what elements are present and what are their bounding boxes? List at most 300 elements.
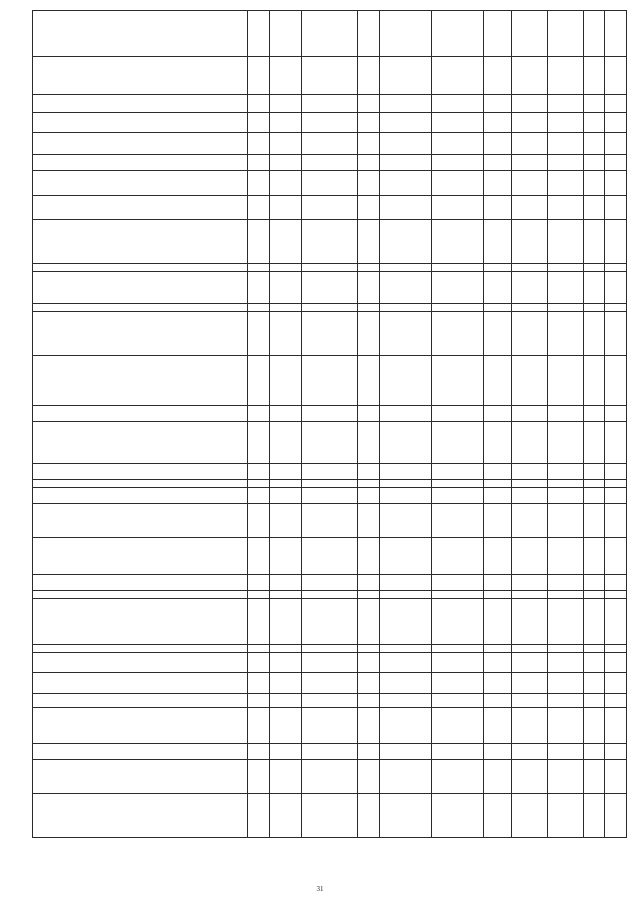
table-row [33, 356, 627, 406]
table-row [33, 220, 627, 264]
cell-target-item [302, 645, 358, 653]
cell-target-item [302, 480, 358, 488]
cell-extra-2 [605, 196, 627, 220]
cell-section [248, 155, 270, 171]
cell-extra-2 [605, 575, 627, 591]
cell-name [33, 480, 248, 488]
cell-expense-type [358, 422, 380, 464]
cell-section [248, 113, 270, 133]
table-row [33, 645, 627, 653]
cell-section [248, 653, 270, 673]
cell-annual-volume [380, 708, 432, 744]
cell-extra-1 [584, 272, 605, 304]
cell-share-executed [548, 575, 584, 591]
cell-name [33, 422, 248, 464]
cell-name [33, 196, 248, 220]
cell-percent [484, 95, 512, 113]
column-header-target-item [302, 11, 358, 57]
cell-subsection [270, 591, 302, 599]
cell-share-executed [548, 312, 584, 356]
cell-extra-1 [584, 575, 605, 591]
cell-share-executed [548, 653, 584, 673]
cell-expense-type [358, 113, 380, 133]
cell-share-executed [548, 744, 584, 760]
cell-name [33, 794, 248, 838]
cell-annual-volume [380, 694, 432, 708]
table-row [33, 708, 627, 744]
cell-section [248, 312, 270, 356]
cell-annual-volume [380, 406, 432, 422]
table-row [33, 575, 627, 591]
cell-name [33, 113, 248, 133]
cell-target-item [302, 422, 358, 464]
cell-target-item [302, 406, 358, 422]
cell-target-item [302, 57, 358, 95]
cell-annual-volume [380, 312, 432, 356]
table-row [33, 171, 627, 196]
cell-share-executed [548, 220, 584, 264]
table-row [33, 304, 627, 312]
cell-subsection [270, 653, 302, 673]
cell-expense-type [358, 794, 380, 838]
table-row [33, 464, 627, 480]
cell-executed [432, 480, 484, 488]
cell-name [33, 744, 248, 760]
cell-annual-volume [380, 673, 432, 694]
cell-extra-1 [584, 264, 605, 272]
cell-extra-2 [605, 591, 627, 599]
cell-percent [484, 155, 512, 171]
cell-executed [432, 155, 484, 171]
cell-percent [484, 304, 512, 312]
cell-annual-volume [380, 504, 432, 538]
cell-executed [432, 599, 484, 645]
cell-subsection [270, 113, 302, 133]
cell-percent [484, 538, 512, 575]
cell-share-executed [548, 422, 584, 464]
cell-expense-type [358, 645, 380, 653]
cell-share-plan [512, 744, 548, 760]
cell-expense-type [358, 673, 380, 694]
cell-target-item [302, 312, 358, 356]
cell-annual-volume [380, 480, 432, 488]
table-body [33, 57, 627, 838]
table-row [33, 538, 627, 575]
cell-extra-1 [584, 171, 605, 196]
cell-share-executed [548, 673, 584, 694]
table-row [33, 272, 627, 304]
cell-expense-type [358, 760, 380, 794]
cell-extra-2 [605, 171, 627, 196]
cell-extra-2 [605, 57, 627, 95]
cell-name [33, 575, 248, 591]
cell-name [33, 673, 248, 694]
table-row [33, 57, 627, 95]
cell-expense-type [358, 264, 380, 272]
table-row [33, 488, 627, 504]
cell-extra-1 [584, 645, 605, 653]
cell-extra-1 [584, 708, 605, 744]
cell-executed [432, 57, 484, 95]
cell-target-item [302, 504, 358, 538]
cell-subsection [270, 760, 302, 794]
cell-expense-type [358, 171, 380, 196]
cell-executed [432, 171, 484, 196]
cell-executed [432, 406, 484, 422]
cell-percent [484, 113, 512, 133]
cell-extra-2 [605, 794, 627, 838]
cell-share-plan [512, 653, 548, 673]
cell-share-plan [512, 133, 548, 155]
cell-executed [432, 653, 484, 673]
table-row [33, 155, 627, 171]
cell-expense-type [358, 464, 380, 480]
column-header-share-executed [548, 11, 584, 57]
cell-expense-type [358, 591, 380, 599]
cell-subsection [270, 645, 302, 653]
cell-section [248, 464, 270, 480]
cell-section [248, 196, 270, 220]
cell-share-plan [512, 575, 548, 591]
cell-name [33, 464, 248, 480]
cell-extra-2 [605, 708, 627, 744]
cell-share-executed [548, 171, 584, 196]
cell-expense-type [358, 95, 380, 113]
cell-executed [432, 356, 484, 406]
cell-extra-1 [584, 591, 605, 599]
cell-annual-volume [380, 591, 432, 599]
cell-target-item [302, 155, 358, 171]
cell-share-executed [548, 645, 584, 653]
cell-name [33, 155, 248, 171]
cell-subsection [270, 95, 302, 113]
cell-section [248, 133, 270, 155]
cell-percent [484, 694, 512, 708]
cell-target-item [302, 599, 358, 645]
cell-executed [432, 760, 484, 794]
cell-target-item [302, 694, 358, 708]
cell-share-executed [548, 272, 584, 304]
cell-section [248, 794, 270, 838]
cell-target-item [302, 133, 358, 155]
cell-share-plan [512, 645, 548, 653]
cell-share-plan [512, 760, 548, 794]
cell-subsection [270, 480, 302, 488]
cell-percent [484, 488, 512, 504]
cell-name [33, 171, 248, 196]
cell-section [248, 645, 270, 653]
cell-target-item [302, 653, 358, 673]
cell-section [248, 488, 270, 504]
table-row [33, 422, 627, 464]
cell-share-executed [548, 155, 584, 171]
table-row [33, 95, 627, 113]
cell-extra-2 [605, 264, 627, 272]
cell-annual-volume [380, 794, 432, 838]
cell-target-item [302, 488, 358, 504]
cell-extra-2 [605, 422, 627, 464]
cell-expense-type [358, 538, 380, 575]
cell-extra-2 [605, 599, 627, 645]
page-number: 31 [316, 885, 324, 893]
cell-extra-1 [584, 794, 605, 838]
table-row [33, 599, 627, 645]
cell-expense-type [358, 406, 380, 422]
cell-percent [484, 220, 512, 264]
cell-section [248, 744, 270, 760]
cell-name [33, 708, 248, 744]
cell-percent [484, 760, 512, 794]
cell-extra-2 [605, 272, 627, 304]
cell-share-plan [512, 312, 548, 356]
cell-annual-volume [380, 171, 432, 196]
cell-share-executed [548, 464, 584, 480]
cell-expense-type [358, 57, 380, 95]
cell-name [33, 538, 248, 575]
table-row [33, 694, 627, 708]
cell-target-item [302, 744, 358, 760]
cell-target-item [302, 538, 358, 575]
cell-share-plan [512, 95, 548, 113]
table-row [33, 133, 627, 155]
cell-section [248, 673, 270, 694]
cell-extra-1 [584, 480, 605, 488]
cell-executed [432, 133, 484, 155]
table-row [33, 653, 627, 673]
cell-subsection [270, 220, 302, 264]
cell-target-item [302, 464, 358, 480]
cell-percent [484, 575, 512, 591]
cell-percent [484, 708, 512, 744]
cell-share-plan [512, 504, 548, 538]
cell-extra-2 [605, 480, 627, 488]
cell-extra-2 [605, 744, 627, 760]
cell-target-item [302, 304, 358, 312]
column-header-extra-1 [584, 11, 605, 57]
cell-expense-type [358, 312, 380, 356]
cell-subsection [270, 744, 302, 760]
budget-table-sheet [32, 10, 626, 838]
cell-executed [432, 794, 484, 838]
cell-executed [432, 538, 484, 575]
cell-extra-1 [584, 422, 605, 464]
cell-executed [432, 708, 484, 744]
cell-annual-volume [380, 464, 432, 480]
cell-section [248, 480, 270, 488]
cell-expense-type [358, 653, 380, 673]
cell-share-plan [512, 794, 548, 838]
cell-percent [484, 422, 512, 464]
cell-extra-1 [584, 220, 605, 264]
cell-subsection [270, 575, 302, 591]
cell-percent [484, 133, 512, 155]
cell-share-plan [512, 708, 548, 744]
cell-subsection [270, 155, 302, 171]
cell-annual-volume [380, 599, 432, 645]
cell-executed [432, 220, 484, 264]
cell-extra-1 [584, 653, 605, 673]
cell-annual-volume [380, 272, 432, 304]
cell-percent [484, 406, 512, 422]
cell-extra-1 [584, 599, 605, 645]
cell-executed [432, 744, 484, 760]
cell-target-item [302, 673, 358, 694]
cell-share-plan [512, 488, 548, 504]
cell-extra-1 [584, 538, 605, 575]
cell-share-executed [548, 95, 584, 113]
cell-name [33, 653, 248, 673]
cell-share-plan [512, 538, 548, 575]
cell-share-plan [512, 406, 548, 422]
cell-executed [432, 304, 484, 312]
cell-percent [484, 480, 512, 488]
column-header-executed [432, 11, 484, 57]
cell-subsection [270, 406, 302, 422]
table-header-row [33, 11, 627, 57]
cell-share-plan [512, 304, 548, 312]
cell-section [248, 760, 270, 794]
cell-extra-2 [605, 464, 627, 480]
cell-expense-type [358, 480, 380, 488]
cell-annual-volume [380, 575, 432, 591]
table-row [33, 406, 627, 422]
column-header-subsection [270, 11, 302, 57]
cell-annual-volume [380, 113, 432, 133]
cell-extra-1 [584, 155, 605, 171]
cell-annual-volume [380, 196, 432, 220]
cell-executed [432, 488, 484, 504]
cell-percent [484, 744, 512, 760]
cell-share-plan [512, 113, 548, 133]
cell-target-item [302, 575, 358, 591]
cell-section [248, 57, 270, 95]
cell-share-plan [512, 57, 548, 95]
cell-extra-1 [584, 304, 605, 312]
cell-target-item [302, 794, 358, 838]
cell-extra-2 [605, 155, 627, 171]
column-header-extra-2 [605, 11, 627, 57]
cell-expense-type [358, 708, 380, 744]
cell-share-plan [512, 599, 548, 645]
cell-share-plan [512, 220, 548, 264]
cell-subsection [270, 464, 302, 480]
cell-extra-1 [584, 356, 605, 406]
cell-annual-volume [380, 653, 432, 673]
cell-annual-volume [380, 422, 432, 464]
cell-annual-volume [380, 304, 432, 312]
cell-percent [484, 272, 512, 304]
table-row [33, 794, 627, 838]
cell-name [33, 220, 248, 264]
cell-target-item [302, 113, 358, 133]
cell-share-executed [548, 708, 584, 744]
cell-share-plan [512, 155, 548, 171]
cell-share-executed [548, 794, 584, 838]
cell-share-plan [512, 264, 548, 272]
cell-executed [432, 645, 484, 653]
cell-executed [432, 591, 484, 599]
table-row [33, 591, 627, 599]
cell-extra-1 [584, 744, 605, 760]
cell-expense-type [358, 488, 380, 504]
cell-extra-1 [584, 113, 605, 133]
cell-expense-type [358, 133, 380, 155]
table-row [33, 760, 627, 794]
cell-executed [432, 113, 484, 133]
cell-extra-1 [584, 464, 605, 480]
cell-target-item [302, 196, 358, 220]
cell-extra-1 [584, 133, 605, 155]
cell-target-item [302, 708, 358, 744]
cell-share-executed [548, 264, 584, 272]
cell-share-executed [548, 196, 584, 220]
cell-extra-2 [605, 645, 627, 653]
cell-name [33, 760, 248, 794]
cell-share-plan [512, 422, 548, 464]
cell-section [248, 171, 270, 196]
cell-extra-1 [584, 312, 605, 356]
cell-section [248, 95, 270, 113]
cell-name [33, 599, 248, 645]
cell-subsection [270, 196, 302, 220]
cell-name [33, 133, 248, 155]
cell-name [33, 304, 248, 312]
cell-percent [484, 591, 512, 599]
cell-target-item [302, 220, 358, 264]
cell-name [33, 645, 248, 653]
cell-section [248, 708, 270, 744]
cell-annual-volume [380, 488, 432, 504]
cell-extra-2 [605, 673, 627, 694]
cell-extra-2 [605, 312, 627, 356]
cell-name [33, 591, 248, 599]
cell-expense-type [358, 504, 380, 538]
cell-subsection [270, 312, 302, 356]
cell-expense-type [358, 155, 380, 171]
column-header-name [33, 11, 248, 57]
cell-executed [432, 196, 484, 220]
column-header-expense-type [358, 11, 380, 57]
cell-section [248, 538, 270, 575]
cell-annual-volume [380, 155, 432, 171]
cell-subsection [270, 673, 302, 694]
cell-expense-type [358, 575, 380, 591]
cell-subsection [270, 133, 302, 155]
cell-extra-2 [605, 304, 627, 312]
cell-expense-type [358, 272, 380, 304]
cell-subsection [270, 356, 302, 406]
cell-percent [484, 653, 512, 673]
cell-extra-2 [605, 653, 627, 673]
cell-extra-2 [605, 356, 627, 406]
cell-section [248, 694, 270, 708]
cell-extra-2 [605, 694, 627, 708]
cell-extra-2 [605, 504, 627, 538]
cell-expense-type [358, 744, 380, 760]
cell-share-executed [548, 304, 584, 312]
table-row [33, 480, 627, 488]
cell-name [33, 57, 248, 95]
cell-percent [484, 264, 512, 272]
cell-expense-type [358, 356, 380, 406]
cell-extra-2 [605, 133, 627, 155]
cell-extra-1 [584, 504, 605, 538]
cell-expense-type [358, 220, 380, 264]
budget-execution-table [32, 10, 627, 838]
cell-name [33, 264, 248, 272]
cell-annual-volume [380, 57, 432, 95]
cell-percent [484, 312, 512, 356]
